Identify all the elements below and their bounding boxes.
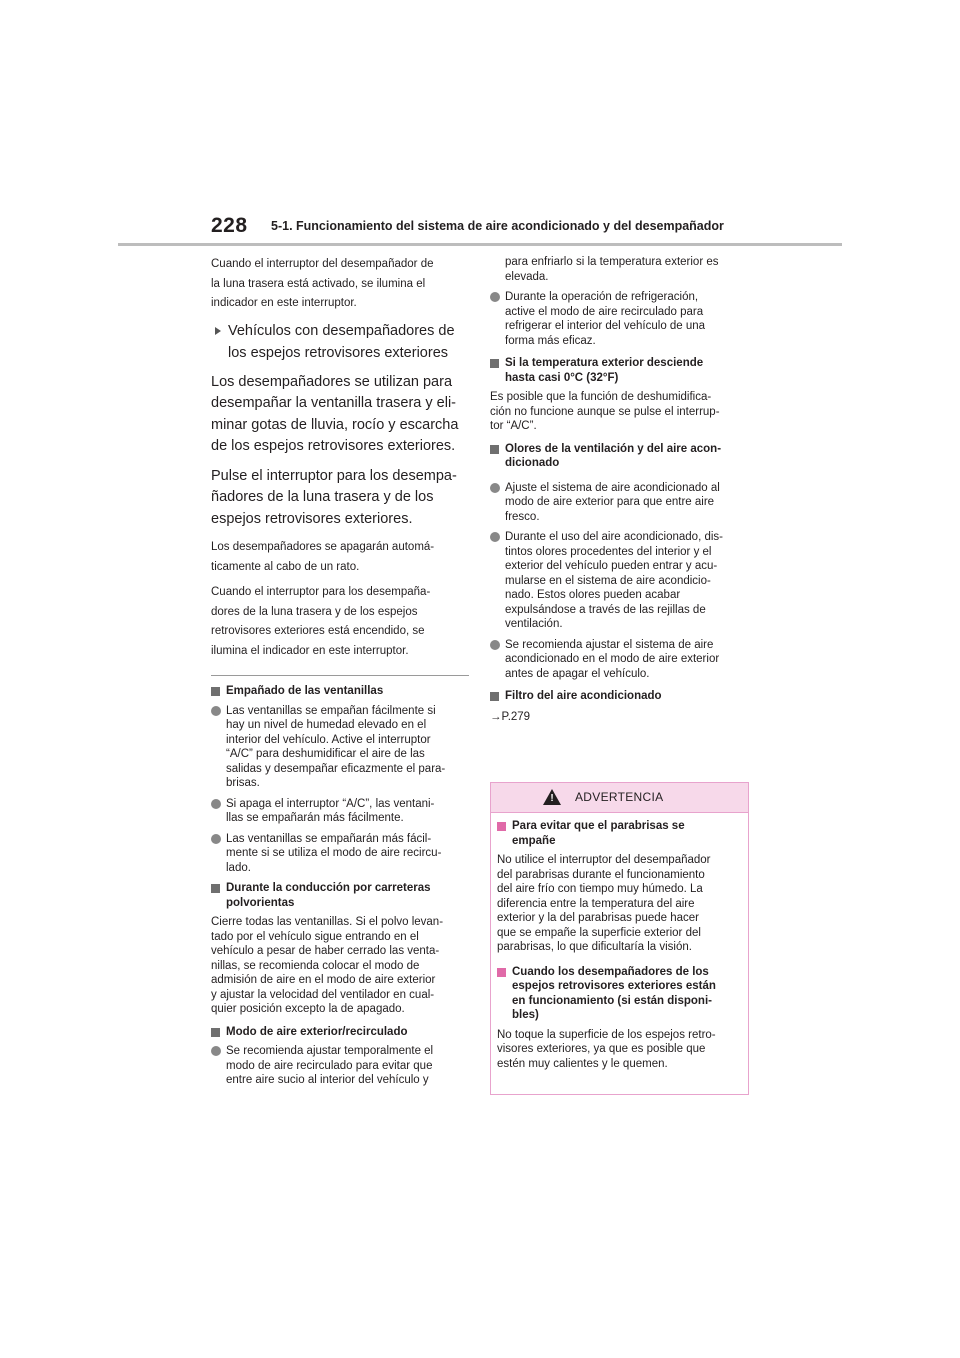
warning-paragraph [497,1028,742,1072]
text-line: para enfriarlo si la temperatura exterior es [505,256,719,268]
text-line: Durante la conducción por carreteras [226,882,431,894]
list-item [211,704,469,791]
heading-text: Modo de aire exterior/recirculado [226,1025,408,1038]
circle-bullet-icon [211,834,221,844]
text-line: admisión de aire en el modo de aire exterior [211,974,436,986]
text-line: ñadores de la luna trasera y de los [211,489,434,505]
text-line: vehículo a pesar de haber cerrado las venta- [211,945,440,957]
text-line: minar gotas de lluvia, rocío y escarcha [211,416,459,433]
square-bullet-icon [211,687,220,696]
temperature-paragraph [490,390,752,434]
text-line: estén muy calientes y le quemen. [497,1057,668,1070]
list-item-continued [490,255,752,284]
text-line: Durante la operación de refrigeración, [505,291,699,303]
text-line: elevada. [505,270,549,283]
text-line: expulsándose a través de las rejillas de [505,603,706,616]
text-line: retrovisores exteriores está encendido, se [211,625,425,637]
square-bullet-icon [211,884,220,893]
warning-heading [497,819,742,848]
text-line: empañe [512,834,556,847]
circle-bullet-icon [211,1046,221,1056]
text-line: interior del vehículo. Active el interruptor [226,733,431,746]
text-line: llas se empañarán más fácilmente. [226,812,404,824]
text-line: espejos retrovisores exteriores están [512,980,716,992]
page-reference-link[interactable]: →P.279 [490,710,531,723]
warning-body [491,813,748,1071]
text-line: los espejos retrovisores exteriores [228,344,449,361]
odor-heading [490,442,752,471]
arrow-right-icon [215,327,221,335]
text-line: acondicionado en el modo de aire exterior [505,653,720,665]
text-line: hasta casi 0°C (32°F) [505,371,619,384]
text-line: visores exteriores, ya que es posible que [497,1043,706,1055]
text-line: exterior del vehículo pueden entrar y acu- [505,560,718,572]
text-line: brisas. [226,777,260,789]
text-line: “A/C” para deshumidificar el aire de las [226,748,425,760]
fog-heading [211,684,469,699]
text-line: tor “A/C”. [490,420,537,432]
mode-heading [211,1025,469,1040]
list-item [211,1044,469,1088]
text-line: Los desempañadores se apagarán automá- [211,541,435,553]
section-divider [211,675,469,676]
text-line: Si apaga el interruptor “A/C”, las ventani- [226,797,435,810]
list-item [490,290,752,348]
heading-text: Empañado de las ventanillas [226,685,384,697]
defogger-description [211,372,469,458]
text-line: de los espejos retrovisores exteriores. [211,438,456,454]
text-line: mularse en el sistema de aire acondicio- [505,574,711,587]
warning-box [490,782,749,1095]
text-line: modo de aire recirculado para evitar que [226,1059,433,1072]
text-line: entre aire sucio al interior del vehículo y [226,1074,429,1086]
text-line: exterior y la del parabrisas puede hacer [497,912,700,924]
left-column [211,255,469,1094]
text-line: active el modo de aire recirculado para [505,305,704,318]
text-line: Cuando el interruptor del desempañador de [211,258,434,270]
text-line: lado. [226,861,251,874]
text-line: desempañar la ventanilla trasera y eli- [211,395,457,411]
square-bullet-icon [490,445,499,454]
text-line: ilumina el indicador en este interruptor. [211,644,409,657]
text-line: que se empañe la superficie exterior del [497,926,701,939]
text-line: parabrisas, lo que dificultaría la visión. [497,941,692,953]
circle-bullet-icon [490,483,500,493]
dust-heading [211,881,469,910]
filter-page-link[interactable] [490,710,752,725]
page-number: 228 [211,214,248,237]
text-line: del parabrisas durante el funcionamiento [497,868,705,881]
text-line: Ajuste el sistema de aire acondicionado al [505,481,720,494]
text-line: Se recomienda ajustar el sistema de aire [505,638,714,651]
list-item [490,481,752,525]
text-line: modo de aire exterior para que entre aire [505,496,715,508]
text-line: hay un nivel de humedad elevado en el [226,719,427,731]
exclamation-icon: ! [550,793,554,804]
square-bullet-icon [497,822,506,831]
text-line: nillas, se recomienda colocar el modo de [211,959,420,972]
circle-bullet-icon [490,292,500,302]
square-bullet-icon [211,1028,220,1037]
text-line: Cuando los desempañadores de los [512,965,709,978]
text-line: tado por el vehículo sigue entrando en el [211,930,419,943]
warning-header [491,783,748,813]
text-line: bles) [512,1009,539,1021]
text-line: Las ventanillas se empañarán más fácil- [226,832,432,845]
text-line: Es posible que la función de deshumidifica- [490,391,712,403]
warning-paragraph [497,853,742,955]
text-line: refrigerar el interior del vehículo de una [505,320,706,332]
text-line: Cuando el interruptor para los desempaña- [211,586,431,598]
text-line: ticamente al cabo de un rato. [211,560,360,573]
circle-bullet-icon [211,799,221,809]
list-item [211,797,469,826]
text-line: la luna trasera está activado, se ilumina el [211,277,426,290]
text-line: Se recomienda ajustar temporalmente el [226,1045,434,1057]
dust-paragraph [211,915,469,1017]
list-item [490,638,752,682]
text-line: salidas y desempañar eficazmente el para- [226,762,446,775]
text-line: Si la temperatura exterior desciende [505,357,704,369]
text-line: Para evitar que el parabrisas se [512,820,685,832]
circle-bullet-icon [490,532,500,542]
list-item [211,832,469,876]
warning-heading [497,965,742,1023]
header-divider [118,243,842,246]
list-item [490,530,752,632]
square-bullet-icon [490,359,499,368]
text-line: quier posición excepto la de apagado. [211,1003,405,1015]
text-line: tintos olores procedentes del interior y el [505,545,712,558]
text-line: del aire frío con tiempo muy húmedo. La [497,883,703,895]
circle-bullet-icon [211,706,221,716]
text-line: Cierre todas las ventanillas. Si el polvo levan- [211,916,444,928]
square-bullet-icon [490,692,499,701]
text-line: Pulse el interruptor para los desempa- [211,467,457,484]
text-line: forma más eficaz. [505,334,596,347]
text-line: fresco. [505,510,540,523]
text-line: dores de la luna trasera y de los espejos [211,605,418,618]
text-line: nado. Estos olores pueden acabar [505,589,681,601]
square-bullet-icon [497,968,506,977]
circle-bullet-icon [490,640,500,650]
text-line: mente si se utiliza el modo de aire recircu- [226,847,442,859]
text-line: No utilice el interruptor del desempañador [497,854,711,866]
subsection-heading [211,320,469,364]
defogger-instruction [211,466,469,531]
warning-title: ADVERTENCIA [575,790,664,804]
text-line: Las ventanillas se empañan fácilmente si [226,704,436,717]
text-line: indicador en este interruptor. [211,297,357,309]
temperature-heading [490,356,752,385]
section-title: 5-1. Funcionamiento del sistema de aire acondicionado y del desempañador [271,219,724,233]
text-line: en funcionamiento (si están disponi- [512,994,712,1007]
text-line: ventilación. [505,618,563,630]
heading-text: Filtro del aire acondicionado [505,690,662,702]
auto-off-note [211,538,469,577]
text-line: y ajustar la velocidad del ventilador en cual- [211,988,435,1001]
text-line: Durante el uso del aire acondicionado, dis- [505,531,723,543]
text-line: antes de apagar el vehículo. [505,667,650,680]
text-line: Los desempañadores se utilizan para [211,373,453,390]
text-line: polvorientas [226,896,295,909]
text-line: dicionado [505,457,560,469]
indicator-note [211,583,469,661]
right-column [490,255,752,729]
filter-heading [490,689,752,704]
text-line: ción no funcione aunque se pulse el interrup- [490,405,720,418]
text-line: No toque la superficie de los espejos retro- [497,1028,716,1041]
intro-paragraph [211,255,469,314]
text-line: espejos retrovisores exteriores. [211,510,413,527]
text-line: diferencia entre la temperatura del aire [497,897,695,910]
text-line: Olores de la ventilación y del aire acon- [505,442,722,455]
text-line: Vehículos con desempañadores de [228,322,455,339]
